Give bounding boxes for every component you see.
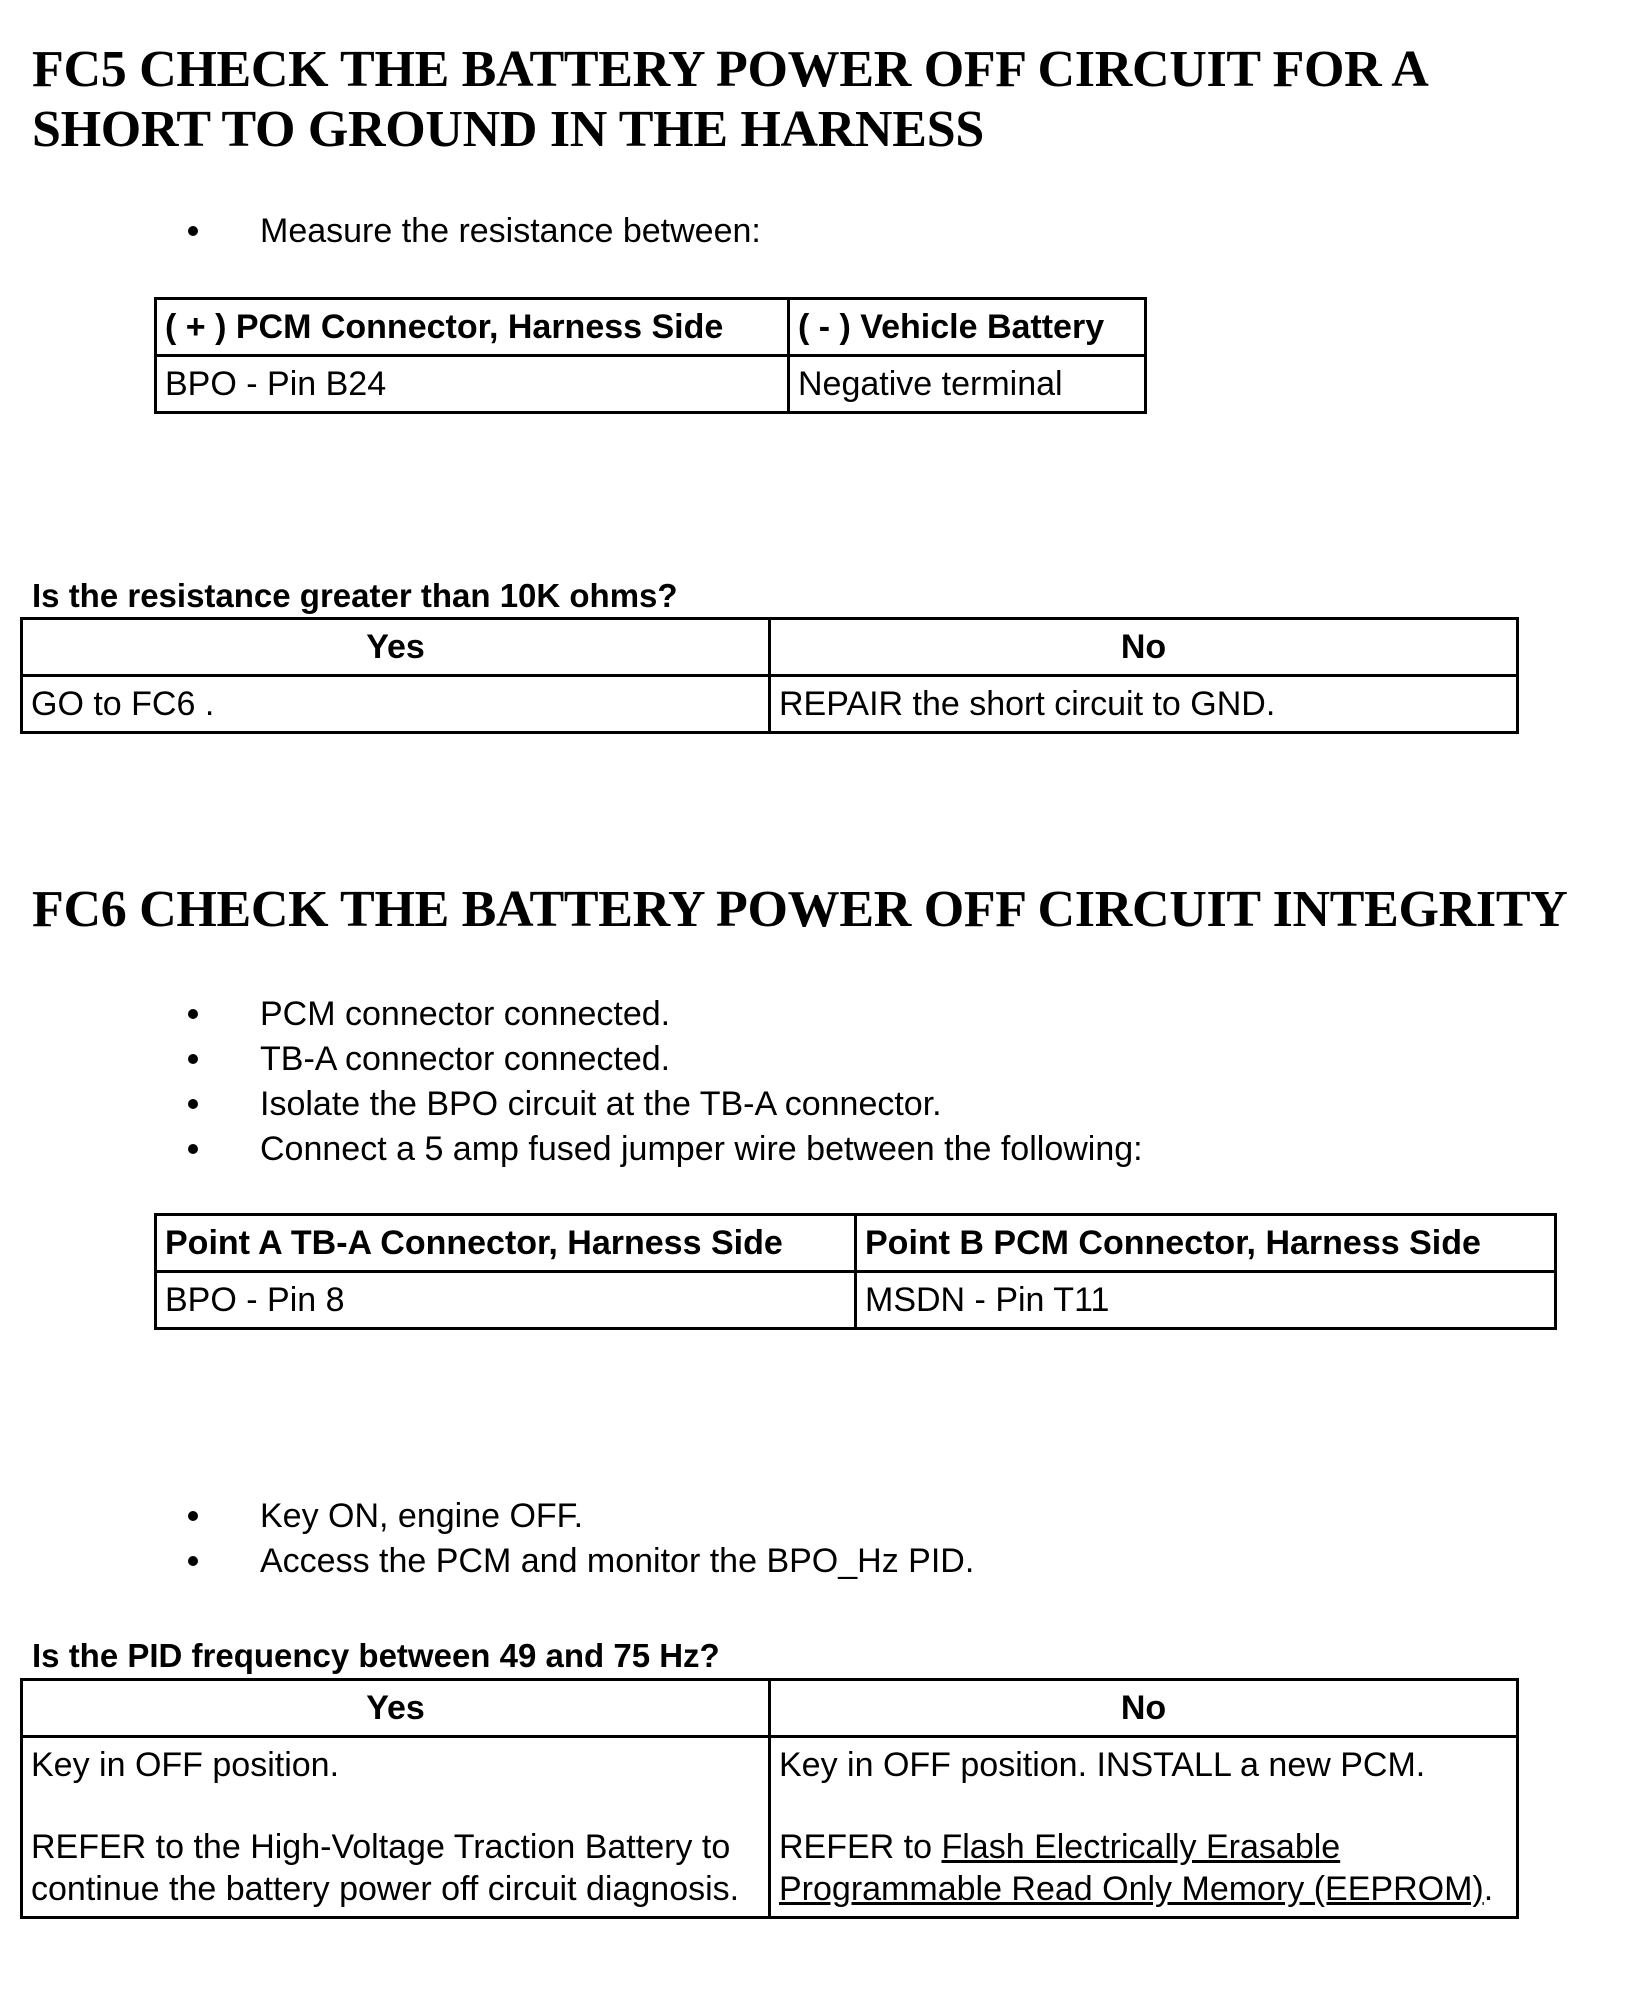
fc6-bullet-list xyxy=(188,992,1143,1172)
table-cell: BPO - Pin B24 xyxy=(156,356,789,413)
fc5-section-heading xyxy=(32,40,1429,160)
bullet-text: Access the PCM and monitor the BPO_Hz PID. xyxy=(260,1542,975,1580)
table-row xyxy=(22,676,1518,733)
fc5-heading-line1: FC5 CHECK THE BATTERY POWER OFF CIRCUIT FOR A xyxy=(32,41,1429,98)
list-item xyxy=(188,1539,974,1584)
fc6-bullet-list-2 xyxy=(188,1494,974,1584)
table-header-cell: ( + ) PCM Connector, Harness Side xyxy=(156,299,789,356)
yes-cell: GO to FC6 . xyxy=(22,676,770,733)
bullet-text: TB-A connector connected. xyxy=(260,1040,671,1078)
bullet-text: Connect a 5 amp fused jumper wire between the following: xyxy=(260,1130,1143,1168)
table-header-row xyxy=(156,299,1146,356)
table-header-row xyxy=(156,1215,1556,1272)
bullet-icon xyxy=(188,226,198,236)
table-row xyxy=(156,1272,1556,1329)
bullet-text: Measure the resistance between: xyxy=(260,212,761,250)
yes-line-1: Key in OFF position. xyxy=(31,1746,340,1784)
table-row xyxy=(156,356,1146,413)
table-cell: MSDN - Pin T11 xyxy=(856,1272,1556,1329)
yes-header: Yes xyxy=(22,619,770,676)
bullet-icon xyxy=(188,1054,198,1064)
table-header-cell: ( - ) Vehicle Battery xyxy=(789,299,1146,356)
fc5-measure-table xyxy=(154,297,1147,414)
no-cell xyxy=(770,1737,1518,1918)
no-cell: REPAIR the short circuit to GND. xyxy=(770,676,1518,733)
table-header-row xyxy=(22,619,1518,676)
fc6-question: Is the PID frequency between 49 and 75 Hz? xyxy=(32,1637,720,1674)
bullet-text: PCM connector connected. xyxy=(260,995,671,1033)
list-item xyxy=(188,1127,1143,1172)
bullet-icon xyxy=(188,1144,198,1154)
no-line-2 xyxy=(779,1826,1508,1910)
fc5-answer-table xyxy=(20,617,1519,734)
no-line-2-suffix: . xyxy=(1483,1870,1494,1908)
table-header-cell: Point A TB-A Connector, Harness Side xyxy=(156,1215,856,1272)
list-item xyxy=(188,209,761,254)
bullet-text: Key ON, engine OFF. xyxy=(260,1497,584,1535)
list-item xyxy=(188,1082,1143,1127)
no-line-1: Key in OFF position. INSTALL a new PCM. xyxy=(779,1746,1426,1784)
bullet-icon xyxy=(188,1556,198,1566)
table-cell: Negative terminal xyxy=(789,356,1146,413)
bullet-icon xyxy=(188,1511,198,1521)
bullet-icon xyxy=(188,1099,198,1109)
bullet-text: Isolate the BPO circuit at the TB-A connector. xyxy=(260,1085,942,1123)
fc5-bullet-list xyxy=(188,209,761,254)
fc5-heading-line2: SHORT TO GROUND IN THE HARNESS xyxy=(32,101,984,158)
yes-header: Yes xyxy=(22,1680,770,1737)
table-header-row xyxy=(22,1680,1518,1737)
no-header: No xyxy=(770,619,1518,676)
yes-cell xyxy=(22,1737,770,1918)
eeprom-link[interactable]: Flash Electrically Erasable Programmable Read Only Memory (EEPROM) xyxy=(779,1828,1484,1908)
no-header: No xyxy=(770,1680,1518,1737)
fc6-section-heading: FC6 CHECK THE BATTERY POWER OFF CIRCUIT INTEGRITY xyxy=(32,881,1568,938)
yes-line-2: REFER to the High-Voltage Traction Battery to continue the battery power off circuit diagnosis. xyxy=(31,1828,740,1908)
list-item xyxy=(188,1037,1143,1082)
table-row xyxy=(22,1737,1518,1918)
table-header-cell: Point B PCM Connector, Harness Side xyxy=(856,1215,1556,1272)
no-line-2-prefix: REFER to xyxy=(779,1828,942,1866)
table-cell: BPO - Pin 8 xyxy=(156,1272,856,1329)
fc5-question: Is the resistance greater than 10K ohms? xyxy=(32,577,678,614)
bullet-icon xyxy=(188,1009,198,1019)
list-item xyxy=(188,1494,974,1539)
fc6-answer-table xyxy=(20,1678,1519,1919)
fc6-jumper-table xyxy=(154,1213,1557,1330)
list-item xyxy=(188,992,1143,1037)
